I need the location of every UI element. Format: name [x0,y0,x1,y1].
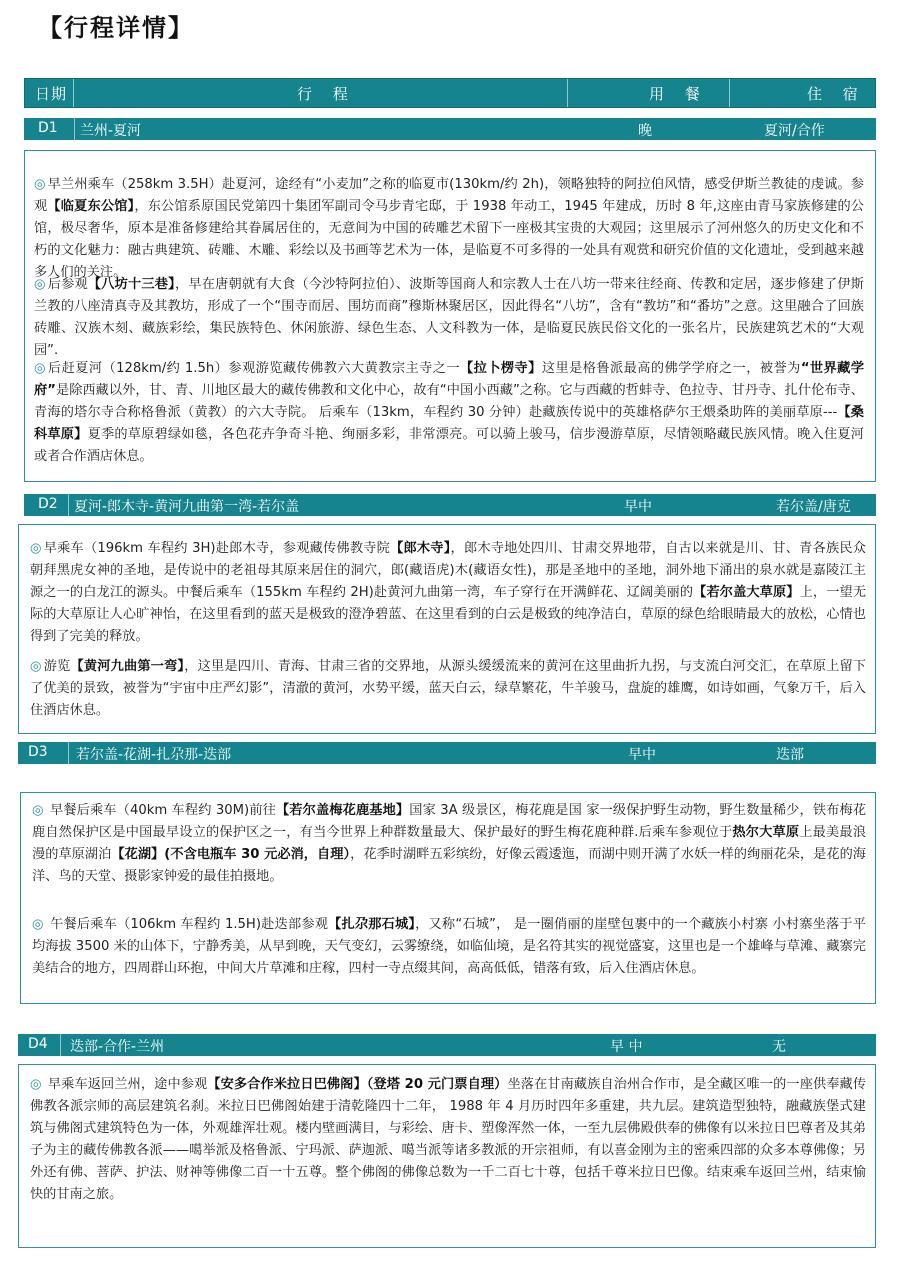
bullet-icon: ◎ [32,917,44,932]
day-hotel: 无 [772,1039,786,1055]
d3-paragraph-2: ◎ 午餐后乘车（106km 车程约 1.5H)赴迭部参观【扎尕那石城】，又称“石城”， 是一圈俏丽的崖壁包裹中的一个藏族小村寨 小村寨坐落于平均海拔 3500 米的山体下，宁静秀美，从早到晚，天气变幻，云雾缭绕，如临仙境，是名符其实的视觉盛宴，这里也是一个雄峰与草滩、藏寨完美结合的地方，四周群山环抱，中间大片草滩和庄稼，四村一寺点缀其间，高高低低，错落有致，后入住酒店休息。 [32,917,866,976]
day-route: 迭部-合作-兰州 [70,1039,165,1055]
day-meals: 晚 [638,123,652,139]
header-date: 日期 [35,84,68,103]
day-hotel: 迭部 [776,747,804,763]
bullet-icon: ◎ [32,803,44,818]
day-route: 夏河-郎木寺-黄河九曲第一湾-若尔盖 [74,499,300,515]
day-id: D4 [28,1036,48,1052]
d3-paragraph-1: ◎ 早餐后乘车（40km 车程约 30M)前往【若尔盖梅花鹿基地】国家 3A 级景区，梅花鹿是国 家一级保护野生动物，野生数量稀少，铁布梅花鹿自然保护区是中国最早设立的保护区之一，有当今世界上种群数量最大、保护最好的野生梅花鹿种群.后乘车参观位于热尔大草原上最美最浪漫的草原湖泊【花湖】(不含电瓶车 30 元必消，自理），花季时湖畔五彩缤纷，好像云霞逶迤，而湖中则开满了水妖一样的绚丽花朵，是花的海洋、鸟的天堂、摄影家钟爱的最佳拍摄地。 [32,803,867,884]
bullet-icon: ◎ [34,277,46,292]
day-meals: 早中 [628,747,656,763]
day-meals: 早中 [624,499,652,515]
bullet-icon: ◎ [30,541,42,556]
day-id: D3 [28,744,48,760]
d1-paragraph-2: ◎ 后参观【八坊十三巷】，早在唐朝就有大食（今沙特阿拉伯）、波斯等国商人和宗教人士在八坊一带来往经商、传教和定居，逐步修建了伊斯兰教的八座清真寺及其教坊，形成了一个“围寺而居、围坊而商”穆斯林聚居区，因此得名“八坊”，含有“教坊”和“番坊”之意。这里融合了回族砖雕、汉族木刻、藏族彩绘，集民族特色、休闲旅游、绿色生态、人文科教为一体，是临夏民族民俗文化的一张名片，民族建筑艺术的“大观园”. [34,277,864,358]
day-id: D1 [38,120,58,136]
day-row-d1 [24,118,876,140]
header-meals: 用 餐 [649,84,708,103]
bullet-icon: ◎ [30,659,42,674]
day-row-d4 [18,1034,876,1056]
day-row-d3 [18,742,876,764]
d1-paragraph-3: ◎ 后赶夏河（128km/约 1.5h）参观游览藏传佛教六大黄教宗主寺之一【拉卜楞寺】这里是格鲁派最高的佛学学府之一，被誉为“世界藏学府”是除西藏以外，甘、青、川地区最大的藏传佛教和文化中心，故有“中国小西藏”之称。它与西藏的哲蚌寺、色拉寺、甘丹寺、扎什伦布寺、青海的塔尔寺合称格鲁派（黄教）的六大寺院。 后乘车（13km，车程约 30 分钟）赴藏族传说中的英雄格萨尔王煨桑助阵的美丽草原---【桑科草原】夏季的草原碧绿如毯，各色花卉争奇斗艳、绚丽多彩，非常漂亮。可以骑上骏马，信步漫游草原，尽情领略藏民族风情。晚入住夏河或者合作酒店休息。 [34,361,865,464]
day-route: 兰州-夏河 [80,123,142,139]
day-route: 若尔盖-花湖-扎尕那-迭部 [76,747,232,763]
table-header [24,78,876,108]
day-row-d2 [24,494,876,516]
day-hotel: 夏河/合作 [764,123,825,139]
header-hotel: 住 宿 [807,84,866,103]
bullet-icon: ◎ [34,177,46,192]
header-itinerary: 行 程 [297,84,356,103]
day-hotel: 若尔盖/唐克 [776,499,851,515]
d1-paragraph-1: ◎ 早兰州乘车（258km 3.5H）赴夏河，途经有“小麦加”之称的临夏市(130km/约 2h)，领略独特的阿拉伯风情，感受伊斯兰教徒的虔诚。参观【临夏东公馆】，东公馆系原国民党第四十集团军副司令马步青宅邸，于 1938 年动工，1945 年建成，历时 8 年,这座由青马家族修建的公馆，极尽奢华，原本是准备修建给其眷属居住的，无意间为中国的砖雕艺术留下一座极其宝贵的大观园；这里展示了河州悠久的历史文化和不朽的文化魅力：融古典建筑、砖雕、木雕、彩绘以及书画等艺术为一体，是临夏不可多得的一处具有观赏和研究价值的文化遗址，受到越来越多人们的关注。 [34,177,864,280]
day-meals: 早 中 [610,1039,643,1055]
d2-paragraph-2: ◎ 游览【黄河九曲第一弯】，这里是四川、青海、甘肃三省的交界地，从源头缓缓流来的黄河在这里曲折九拐，与支流白河交汇，在草原上留下了优美的景致，被誉为“宇宙中庄严幻影”，清澈的黄河，水势平缓，蓝天白云，绿草繁花，牛羊骏马，盘旋的雄鹰，如诗如画，气象万千，后入住酒店休息。 [30,659,866,718]
bullet-icon: ◎ [30,1077,42,1092]
d2-paragraph-1: ◎ 早乘车（196km 车程约 3H)赴郎木寺，参观藏传佛教寺院【郎木寺】，郎木寺地处四川、甘肃交界地带，自古以来就是川、甘、青各族民众朝拜黑虎女神的圣地，是传说中的老祖母其原来居住的洞穴，郎(藏语虎)木(藏语女性)，那是圣地中的圣地，洞外地下涌出的泉水就是嘉陵江主源之一的白龙江的源头。中餐后乘车（155km 车程约 2H)赴黄河九曲第一湾，车子穿行在开满鲜花、辽阔美丽的【若尔盖大草原】上，一望无际的大草原让人心旷神怡，在这里看到的蓝天是极致的澄净碧蓝、在这里看到的白云是极致的纯净洁白，草原的绿色给眼睛最大的放松，心情也得到了完美的释放。 [30,541,867,644]
d4-paragraph-1: ◎ 早乘车返回兰州，途中参观【安多合作米拉日巴佛阁】（登塔 20 元门票自理）坐落在甘南藏族自治州合作市，是全藏区唯一的一座供奉藏传佛教各派宗师的高层建筑名刹。米拉日巴佛阁始建于清乾隆四十二年， 1988 年 4 月历时四年多重建，共九层。建筑造型独特，融藏族堡式建筑与佛阁式建筑特色为一体，外观雄浑壮观。楼内壁画满目，与彩绘、唐卡、塑像浑然一体，一至九层佛殿供奉的佛像有以米拉日巴尊者及其弟子为主的藏传佛教各派——噶举派及格鲁派、宁玛派、萨迦派、噶当派等诸多教派的开宗祖师，有以喜金刚为主的密乘四部的众多本尊佛像；另外还有佛、菩萨、护法、财神等佛像二百一十五尊。整个佛阁的佛像总数为一千二百七十尊，包括千尊米拉日巴像。结束乘车返回兰州，结束愉快的甘南之旅。 [30,1077,867,1202]
day-id: D2 [38,496,58,512]
page-title: 【行程详情】 [38,14,194,42]
bullet-icon: ◎ [34,361,46,376]
